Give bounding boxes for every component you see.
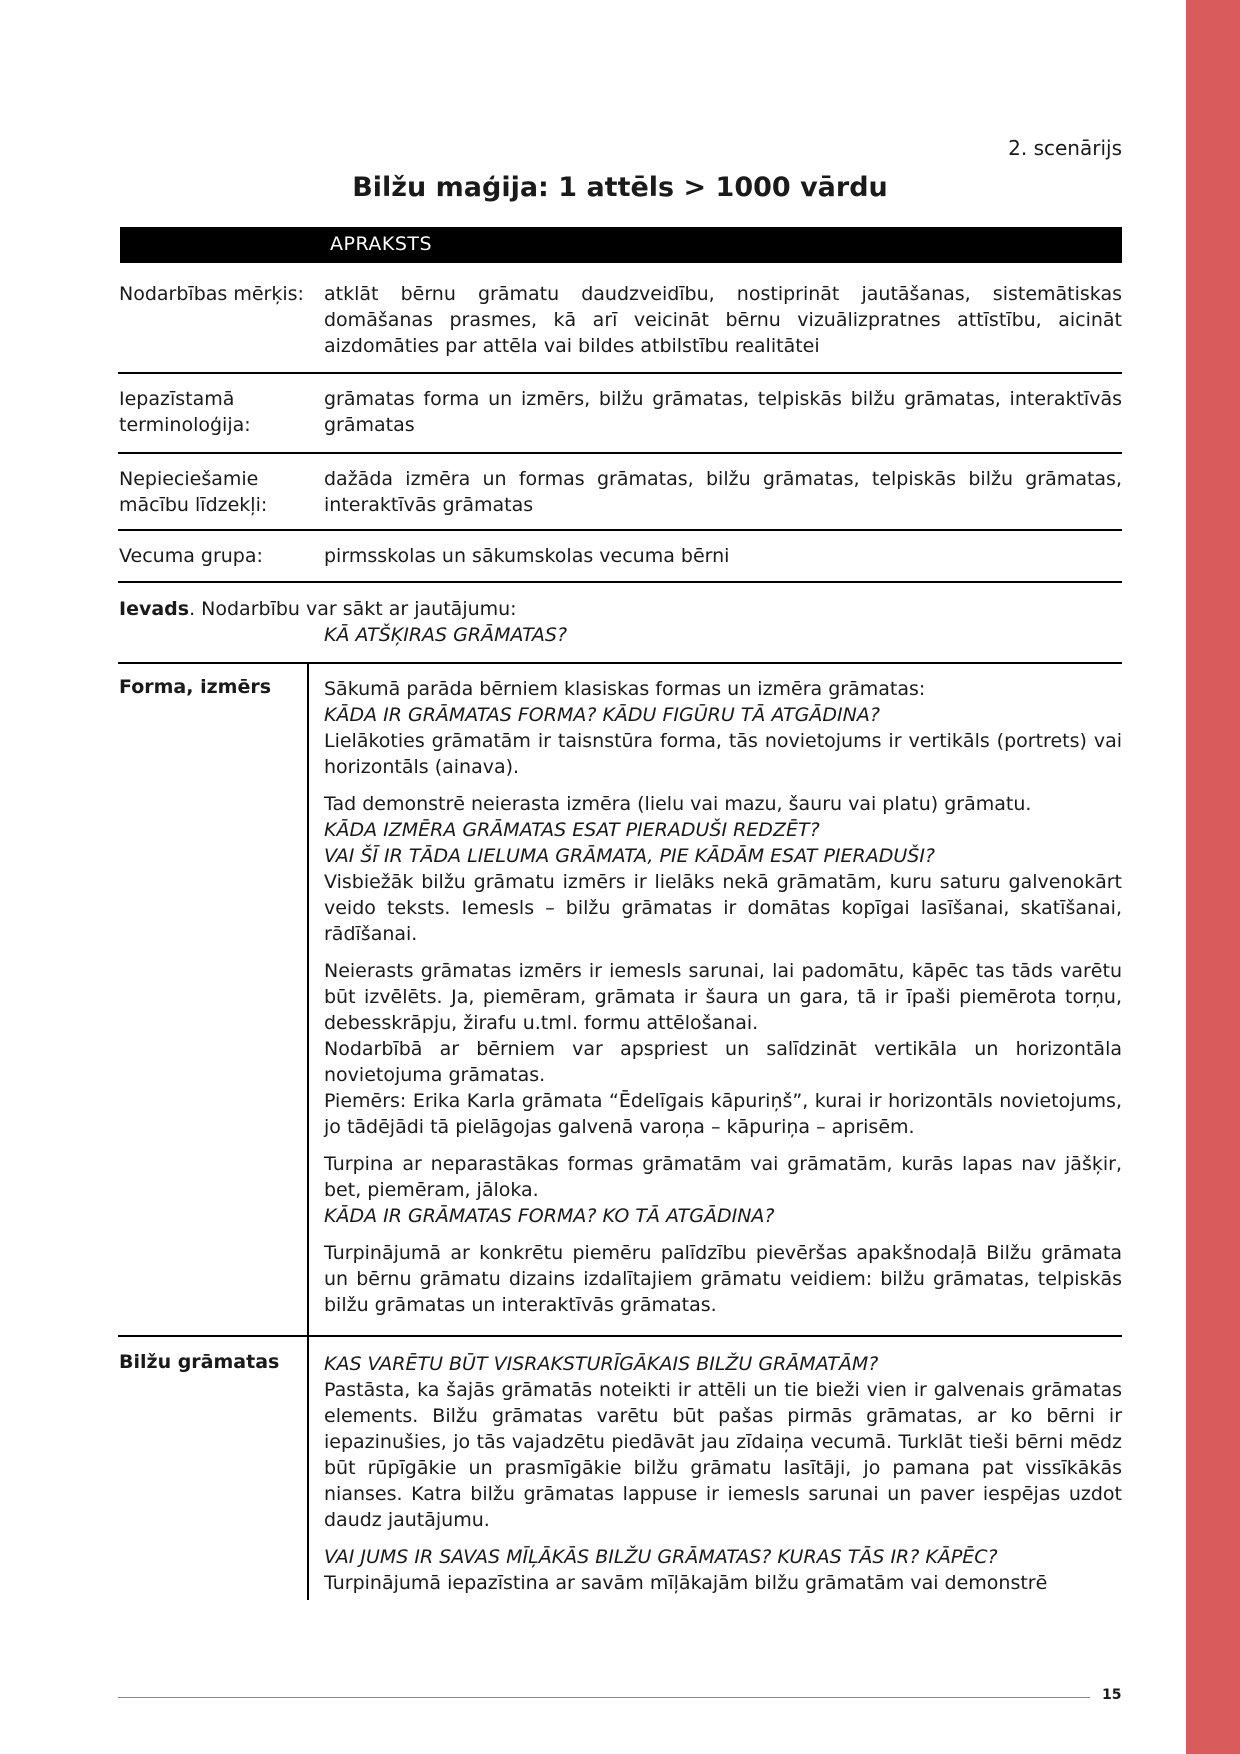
section-label-form-size: Forma, izmērs bbox=[119, 676, 272, 698]
page-title: Bilžu maģija: 1 attēls > 1000 vārdu bbox=[352, 172, 888, 203]
intro-line bbox=[119, 596, 1119, 622]
paragraph bbox=[324, 676, 1122, 780]
question-text: KĀDA IR GRĀMATAS FORMA? KO TĀ ATGĀDINA? bbox=[324, 1205, 775, 1227]
field-label: Vecuma grupa: bbox=[119, 545, 263, 567]
field-value: pirmsskolas un sākumskolas vecuma bērni bbox=[324, 545, 730, 567]
divider bbox=[118, 529, 1122, 531]
body-text: Sākumā parāda bērniem klasiskas formas un izmēra grāmatas: bbox=[324, 678, 926, 700]
footer-rule bbox=[118, 1697, 1090, 1698]
paragraph bbox=[324, 1151, 1122, 1229]
question-text: KĀDA IZMĒRA GRĀMATAS ESAT PIERADUŠI REDZĒT? bbox=[324, 819, 820, 841]
paragraph bbox=[324, 958, 1122, 1140]
question-text: VAI JUMS IR SAVAS MĪĻĀKĀS BILŽU GRĀMATAS? KURAS TĀS IR? KĀPĒC? bbox=[324, 1546, 998, 1568]
field-label: Iepazīstamā terminoloģija: bbox=[119, 388, 251, 436]
intro-question: KĀ ATŠĶIRAS GRĀMATAS? bbox=[324, 624, 568, 646]
divider bbox=[118, 372, 1122, 374]
question-text: KĀDA IR GRĀMATAS FORMA? KĀDU FIGŪRU TĀ ATGĀDINA? bbox=[324, 704, 880, 726]
body-text: Turpinājumā ar konkrētu piemēru palīdzību pievēršas apakšnodaļā Bilžu grāmata un bērnu grāmatu dizains izdalītajiem grāmatu veidiem: bilžu grāmatas, telpiskās bilžu grāmatas un interaktīvās grāmatas. bbox=[324, 1242, 1122, 1316]
body-text: Tad demonstrē neierasta izmēra (lielu vai mazu, šauru vai platu) grāmatu. bbox=[324, 793, 1032, 815]
divider bbox=[118, 1335, 1122, 1337]
section-body-form-size bbox=[324, 676, 1122, 1329]
question-text: KAS VARĒTU BŪT VISRAKSTURĪGĀKAIS BILŽU GRĀMATĀM? bbox=[324, 1353, 879, 1375]
intro-bold: Ievads bbox=[119, 598, 190, 620]
body-text: Lielākoties grāmatām ir taisnstūra forma, tās novietojums ir vertikāls (portrets) vai horizontāls (ainava). bbox=[324, 730, 1122, 778]
body-text: Pastāsta, ka šajās grāmatās noteikti ir attēli un tie bieži vien ir galvenais grāmatas elements. Bilžu grāmatas varētu būt pašas pirmās grāmatas, ar ko bērni ir iepazinušies, jo tās vajadzētu piedāvāt jau zīdaiņa vecumā. Turklāt tieši bērni mēdz būt rūpīgākie un prasmīgākie bilžu grāmatu lasītāji, jo pamana pat vissīkākās nianses. Katra bilžu grāmatas lappuse ir iemesls sarunai un paver iespējas uzdot daudz jautājumu. bbox=[324, 1379, 1122, 1531]
field-value: atklāt bērnu grāmatu daudzveidību, nostiprināt jautāšanas, sistemātiskas domāšanas prasmes, kā arī veicināt bērnu vizuālizpratnes attīstību, aicināt aizdomāties par attēla vai bildes atbilstību realitātei bbox=[324, 283, 1122, 357]
intro-text: . Nodarbību var sākt ar jautājumu: bbox=[189, 598, 517, 620]
section-label-picture-books: Bilžu grāmatas bbox=[119, 1351, 280, 1373]
body-text: Neierasts grāmatas izmērs ir iemesls sarunai, lai padomātu, kāpēc tas tāds varētu būt izvēlēts. Ja, piemēram, grāmata ir šaura un gara, tā ir īpaši piemērota torņu, debesskrāpju, žirafu u.tml. formu attēlošanai. bbox=[324, 960, 1122, 1034]
description-header-label: APRAKSTS bbox=[330, 233, 433, 255]
body-text: Nodarbībā ar bērniem var apspriest un salīdzināt vertikāla un horizontāla novietojuma grāmatas. bbox=[324, 1038, 1122, 1086]
field-label: Nepieciešamie mācību līdzekļi: bbox=[119, 468, 268, 516]
paragraph bbox=[324, 1544, 1122, 1596]
scenario-label: 2. scenārijs bbox=[1008, 136, 1122, 160]
body-text: Turpina ar neparastākas formas grāmatām vai grāmatām, kurās lapas nav jāšķir, bet, piemēram, jāloka. bbox=[324, 1153, 1122, 1201]
section-body-picture-books bbox=[324, 1351, 1122, 1607]
divider bbox=[118, 452, 1122, 454]
body-text: Turpinājumā iepazīstina ar savām mīļākajām bilžu grāmatām vai demonstrē bbox=[324, 1572, 1048, 1594]
body-text: Piemērs: Erika Karla grāmata “Ēdelīgais kāpuriņš”, kurai ir horizontāls novietojums, jo tādējādi tā pielāgojas galvenā varoņa – kāpuriņa – aprisēm. bbox=[324, 1090, 1122, 1138]
page-number: 15 bbox=[1102, 1687, 1122, 1703]
question-text: VAI ŠĪ IR TĀDA LIELUMA GRĀMATA, PIE KĀDĀM ESAT PIERADUŠI? bbox=[324, 845, 936, 867]
section-divider-vertical bbox=[307, 1336, 309, 1600]
body-text: Visbiežāk bilžu grāmatu izmērs ir lielāks nekā grāmatām, kuru saturu galvenokārt veido teksts. Iemesls – bilžu grāmatas ir domātas kopīgai lasīšanai, skatīšanai, rādīšanai. bbox=[324, 871, 1122, 945]
divider bbox=[118, 581, 1122, 583]
field-value: grāmatas forma un izmērs, bilžu grāmatas, telpiskās bilžu grāmatas, interaktīvās grāmatas bbox=[324, 388, 1122, 436]
field-label: Nodarbības mērķis: bbox=[119, 283, 304, 305]
section-divider-vertical bbox=[307, 663, 309, 1337]
paragraph bbox=[324, 791, 1122, 947]
paragraph bbox=[324, 1351, 1122, 1533]
description-header-bar bbox=[120, 227, 1122, 263]
side-accent-bar bbox=[1186, 0, 1240, 1754]
field-value: dažāda izmēra un formas grāmatas, bilžu grāmatas, telpiskās bilžu grāmatas, interaktīvās grāmatas bbox=[324, 468, 1122, 516]
divider bbox=[118, 662, 1122, 664]
intro-block bbox=[119, 596, 1119, 648]
paragraph bbox=[324, 1240, 1122, 1318]
